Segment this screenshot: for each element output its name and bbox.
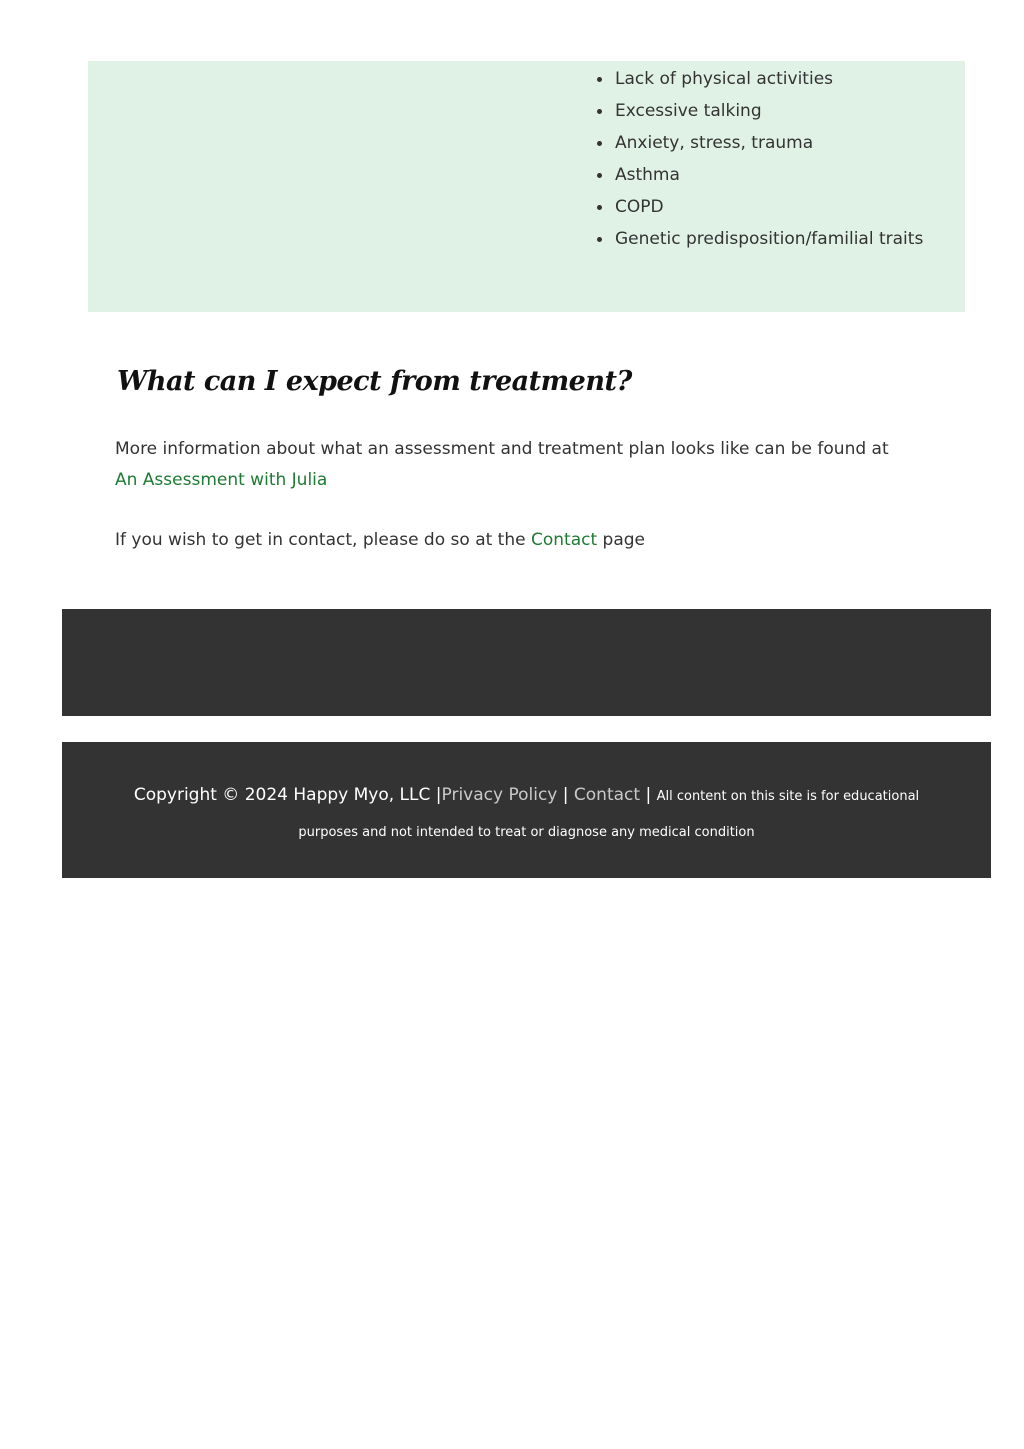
footer <box>62 742 991 878</box>
causes-panel <box>88 61 965 312</box>
footer-text <box>102 778 951 850</box>
list-item: Lack of physical activities <box>615 63 935 95</box>
list-item: Anxiety, stress, trauma <box>615 127 935 159</box>
contact-prefix: If you wish to get in contact, please do so at the <box>115 530 526 550</box>
footer-separator: | <box>640 785 657 805</box>
treatment-heading: What can I expect from treatment? <box>117 366 632 397</box>
list-item: Asthma <box>615 159 935 191</box>
assessment-link[interactable]: An Assessment with Julia <box>115 470 328 490</box>
contact-suffix: page <box>602 530 645 550</box>
treatment-paragraph-text: More information about what an assessment and treatment plan looks like can be found at <box>115 439 889 459</box>
dark-banner <box>62 609 991 716</box>
causes-list <box>615 61 935 255</box>
footer-disclaimer: All content on this site is for educational purposes and not intended to treat or diagnose any medical condition <box>298 789 920 840</box>
contact-page-link[interactable]: Contact <box>530 530 598 550</box>
list-item: Genetic predisposition/familial traits <box>615 223 935 255</box>
treatment-paragraph <box>115 434 945 496</box>
footer-separator: | <box>557 785 574 805</box>
list-item: COPD <box>615 191 935 223</box>
footer-privacy-link[interactable]: Privacy Policy <box>441 785 558 805</box>
list-item: Excessive talking <box>615 95 935 127</box>
footer-contact-link[interactable]: Contact <box>573 785 641 805</box>
contact-paragraph <box>115 525 945 556</box>
footer-copyright: Copyright © 2024 Happy Myo, LLC | <box>133 785 442 805</box>
